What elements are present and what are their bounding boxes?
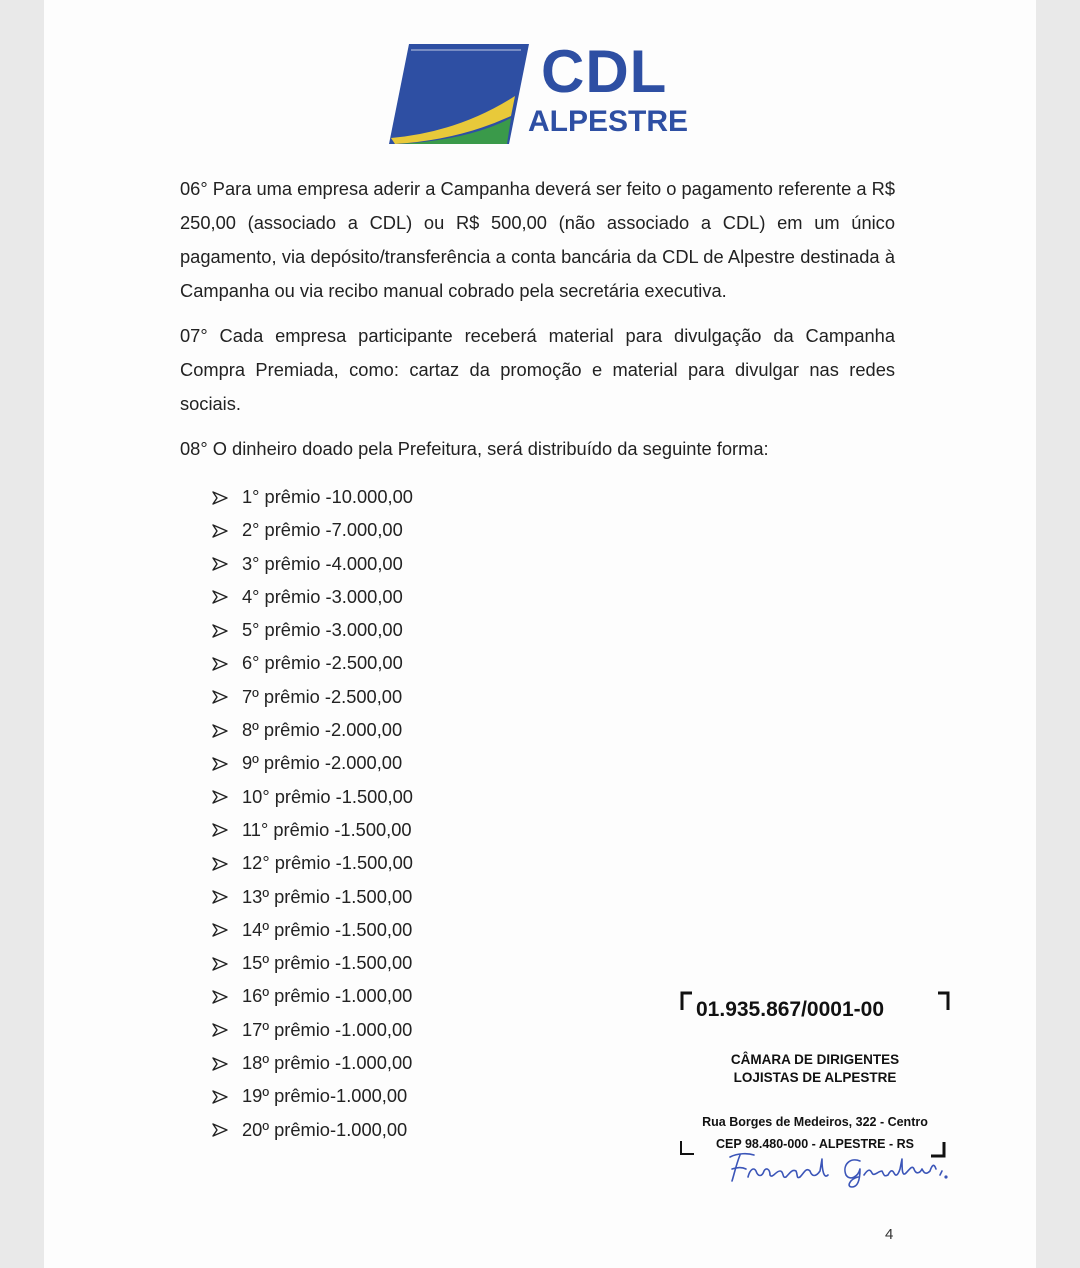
paragraph-07	[180, 319, 895, 421]
prize-text: 10° prêmio -1.500,00	[242, 785, 413, 807]
bullet-arrow-icon	[212, 615, 242, 648]
stamp-cnpj: 01.935.867/0001-00	[696, 998, 885, 1021]
bullet-arrow-icon	[212, 681, 242, 714]
signature-icon	[726, 1147, 956, 1189]
bullet-arrow-icon	[212, 1081, 242, 1114]
prize-text: 20º prêmio-1.000,00	[242, 1118, 408, 1140]
prize-item	[212, 480, 413, 513]
paragraph-06	[180, 172, 895, 308]
paragraph-08-text: 08° O dinheiro doado pela Prefeitura, será distribuído da seguinte forma:	[180, 438, 769, 459]
prize-text: 7º prêmio -2.500,00	[242, 685, 403, 707]
prize-text: 15º prêmio -1.500,00	[242, 952, 413, 974]
logo-emblem-icon	[389, 40, 539, 148]
bullet-arrow-icon	[212, 548, 242, 581]
prize-item	[212, 547, 413, 580]
prize-item	[212, 946, 413, 979]
prize-item	[212, 513, 413, 546]
prize-text: 3° prêmio -4.000,00	[242, 552, 403, 574]
prize-item	[212, 746, 413, 779]
prize-item	[212, 580, 413, 613]
bullet-arrow-icon	[212, 914, 242, 947]
bullet-arrow-icon	[212, 781, 242, 814]
stamp-name-line2: LOJISTAS DE ALPESTRE	[733, 1070, 897, 1085]
prize-text: 16º prêmio -1.000,00	[242, 985, 413, 1007]
logo-main-text: CDL	[541, 38, 668, 105]
bullet-arrow-icon	[212, 981, 242, 1014]
prize-list	[212, 480, 413, 1146]
prize-text: 12° prêmio -1.500,00	[242, 852, 413, 874]
prize-text: 14º prêmio -1.500,00	[242, 918, 413, 940]
prize-item	[212, 780, 413, 813]
bullet-arrow-icon	[212, 948, 242, 981]
paragraph-08	[180, 432, 895, 466]
prize-item	[212, 680, 413, 713]
prize-item	[212, 646, 413, 679]
prize-text: 4° prêmio -3.000,00	[242, 585, 403, 607]
bullet-arrow-icon	[212, 648, 242, 681]
bullet-arrow-icon	[212, 1014, 242, 1047]
prize-item	[212, 813, 413, 846]
bullet-arrow-icon	[212, 482, 242, 515]
cdl-logo	[389, 40, 689, 148]
bullet-arrow-icon	[212, 848, 242, 881]
prize-item	[212, 1079, 413, 1112]
bullet-arrow-icon	[212, 1048, 242, 1081]
bullet-arrow-icon	[212, 1114, 242, 1147]
handwritten-signature	[726, 1147, 956, 1189]
prize-item	[212, 1046, 413, 1079]
prize-text: 11° prêmio -1.500,00	[242, 818, 412, 840]
bullet-arrow-icon	[212, 515, 242, 548]
paragraph-07-text: 07° Cada empresa participante receberá material para divulgação da Campanha Compra Premiada, como: cartaz da promoção e material para divulgar nas redes sociais.	[180, 325, 895, 414]
prize-text: 9º prêmio -2.000,00	[242, 752, 403, 774]
bullet-arrow-icon	[212, 881, 242, 914]
prize-item	[212, 913, 413, 946]
prize-text: 17º prêmio -1.000,00	[242, 1018, 413, 1040]
prize-text: 6° prêmio -2.500,00	[242, 652, 403, 674]
prize-text: 18º prêmio -1.000,00	[242, 1052, 413, 1074]
prize-text: 8º prêmio -2.000,00	[242, 719, 403, 741]
prize-item	[212, 979, 413, 1012]
bullet-arrow-icon	[212, 748, 242, 781]
bullet-arrow-icon	[212, 814, 242, 847]
prize-text: 19º prêmio-1.000,00	[242, 1085, 408, 1107]
prize-item	[212, 613, 413, 646]
prize-item	[212, 1013, 413, 1046]
prize-item	[212, 846, 413, 879]
logo-sub-text: ALPESTRE	[528, 105, 689, 138]
page-number: 4	[885, 1226, 894, 1243]
stamp-name-line1: CÂMARA DE DIRIGENTES	[730, 1052, 900, 1067]
prize-item	[212, 1113, 413, 1146]
prize-text: 2° prêmio -7.000,00	[242, 519, 403, 541]
prize-text: 5° prêmio -3.000,00	[242, 619, 403, 641]
bullet-arrow-icon	[212, 581, 242, 614]
prize-text: 13º prêmio -1.500,00	[242, 885, 413, 907]
prize-item	[212, 880, 413, 913]
prize-text: 1° prêmio -10.000,00	[242, 486, 413, 507]
prize-item	[212, 713, 413, 746]
bullet-arrow-icon	[212, 715, 242, 748]
stamp-address-line2: CEP 98.480-000 - ALPESTRE - RS	[716, 1137, 914, 1151]
stamp-address-line1: Rua Borges de Medeiros, 322 - Centro	[702, 1115, 928, 1129]
paragraph-06-text: 06° Para uma empresa aderir a Campanha deverá ser feito o pagamento referente a R$ 250,00 (associado a CDL) ou R$ 500,00 (não associado a CDL) em um único pagamento, via depósito/transferência a conta bancária da CDL de Alpestre destinada à Campanha ou via recibo manual cobrado pela secretária executiva.	[180, 178, 895, 301]
